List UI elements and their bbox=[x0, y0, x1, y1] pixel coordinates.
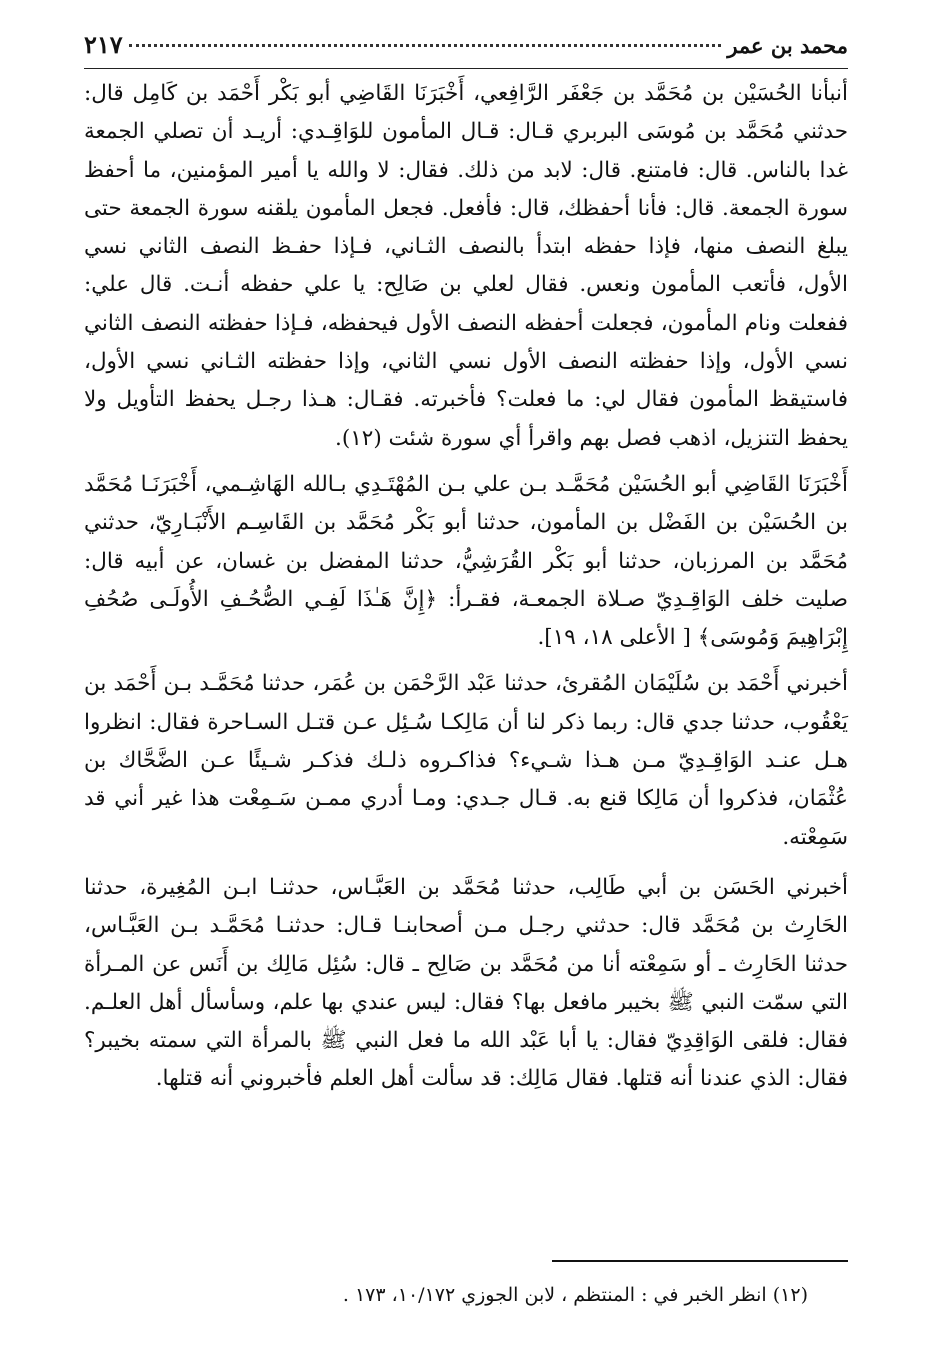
footnote-separator bbox=[552, 1260, 848, 1262]
paragraph-3: أخبرني أَحْمَد بن سُلَيْمَان المُقرئ، حدثنا عَبْد الرَّحْمَن بن عُمَر، حدثنا مُحَمَّـد بـن أَحْمَد بن يَعْقُوب، حدثنا جدي قال: ربما ذكر لنا أن مَالِكـا سُـئِل عـن قتـل السـاحرة فقال: انظروا هـل عنـد الوَاقِـدِيّ مـن هـذا شـيء؟ فذاكـروه ذلـك فذكـر شـيئًا عـن الضَّحَّاك بن عُثْمَان، فذكروا أن مَالِكا قنع به. قـال جـدي: ومـا أدري ممـن سَـمِعْت هذا غير أني قد سَمِعْته. bbox=[84, 671, 848, 850]
book-page bbox=[84, 30, 848, 1306]
page-number: ٢١٧ bbox=[84, 30, 123, 59]
footnote: (١٢) انظر الخبر في : المنتظم ، لابن الجوزي ١٠/١٧٢، ١٧٣ . bbox=[342, 1284, 808, 1306]
paragraph-4: أخبرني الحَسَن بن أبي طَالِب، حدثنا مُحَمَّد بن العَبَّـاس، حدثنـا ابـن المُغِيرة، حدثنا الحَارِث بن مُحَمَّد قال: حدثني رجـل مـن أصحابنـا قـال: حدثنـا مُحَمَّـد بـن العَبَّـاس، حدثنا الحَارِث ـ أو سَمِعْته أنا من مُحَمَّد بن صَالِح ـ قال: سُئِل مَالِك بن أَنَس عن المـرأة التي سمّت النبي ﷺ بخيبر مافعل بها؟ فقال: ليس عندي بها علم، وسأسأل أهل العلـم. فقال: فلقى الوَاقِدِيّ فقال: يا أبا عَبْد الله ما فعل النبي ﷺ بالمرأة التي سمته بخيبر؟ فقال: الذي عندنا أنه قتلها. فقال مَالِك: قد سألت أهل العلم فأخبروني أنه قتلها. bbox=[84, 874, 848, 1092]
running-head bbox=[84, 30, 848, 69]
paragraph-2: أَخْبَرَنَا القَاضِي أبو الحُسَيْن مُحَمَّـد بـن علي بـن المُهْتَـدِي بـالله الهَاشِـمي، أَخْبَرَنَـا مُحَمَّد بن الحُسَيْن بن الفَضْل بن المأمون، حدثنا أبو بَكْر مُحَمَّد بن القَاسِـم الأَنْبَـارِيّ، حدثني مُحَمَّد بن المرزبان، حدثنا أبو بَكْر القُرَشِيُّ، حدثنا المفضل بن غسان، عن أبيه قال: صليت خلف الوَاقِـدِيّ صـلاة الجمعـة، فقـرأ: ﴿إِنَّ هَـٰذَا لَفِـي الصُّحُـفِ الأُولَـى صُحُفِ إِبْرَاهِيمَ وَمُوسَى﴾ [ الأعلى ١٨، ١٩]. bbox=[84, 471, 848, 651]
running-head-leader-dots bbox=[129, 44, 722, 47]
running-head-title: محمد بن عمر bbox=[727, 33, 848, 58]
paragraph-1: أنبأنا الحُسَيْن بن مُحَمَّد بن جَعْفَر الرَّافِعي، أَخْبَرَنَا القَاضِي أبو بَكْر أَحْمَد بن كَامِل قال: حدثني مُحَمَّد بن مُوسَى البربري قـال: قـال المأمون للوَاقِـدي: أريـد أن تصلي الجمعة غدا بالناس. قال: فامتنع. قال: لابد من ذلك. فقال: لا والله يا أمير المؤمنين، ما أحفظ سورة الجمعة. قال: فأنا أحفظك، قال: فأفعل. فجعل المأمون يلقنه سورة الجمعة حتى يبلغ النصف منها، فإذا حفظه ابتدأ بالنصف الثـاني، فـإذا حفـظ النصف الثاني نسي الأول، فأتعب المأمون ونعس. فقال لعلي بن صَالِح: يا علي حفظه أنـت. قال علي: ففعلت ونام المأمون، فجعلت أحفظه النصف الأول فيحفظه، فـإذا حفظته النصف الثاني نسي الأول، وإذا حفظته النصف الأول نسي الثاني، وإذا حفظته الثـاني نسي الأول، فاستيقظ المأمون فقال لي: ما فعلت؟ فأخبرته. فقـال: هـذا رجـل يحفظ التأويل ولا يحفظ التنزيل، اذهب فصل بهم واقرأ أي سورة شئت (١٢). bbox=[84, 81, 848, 451]
